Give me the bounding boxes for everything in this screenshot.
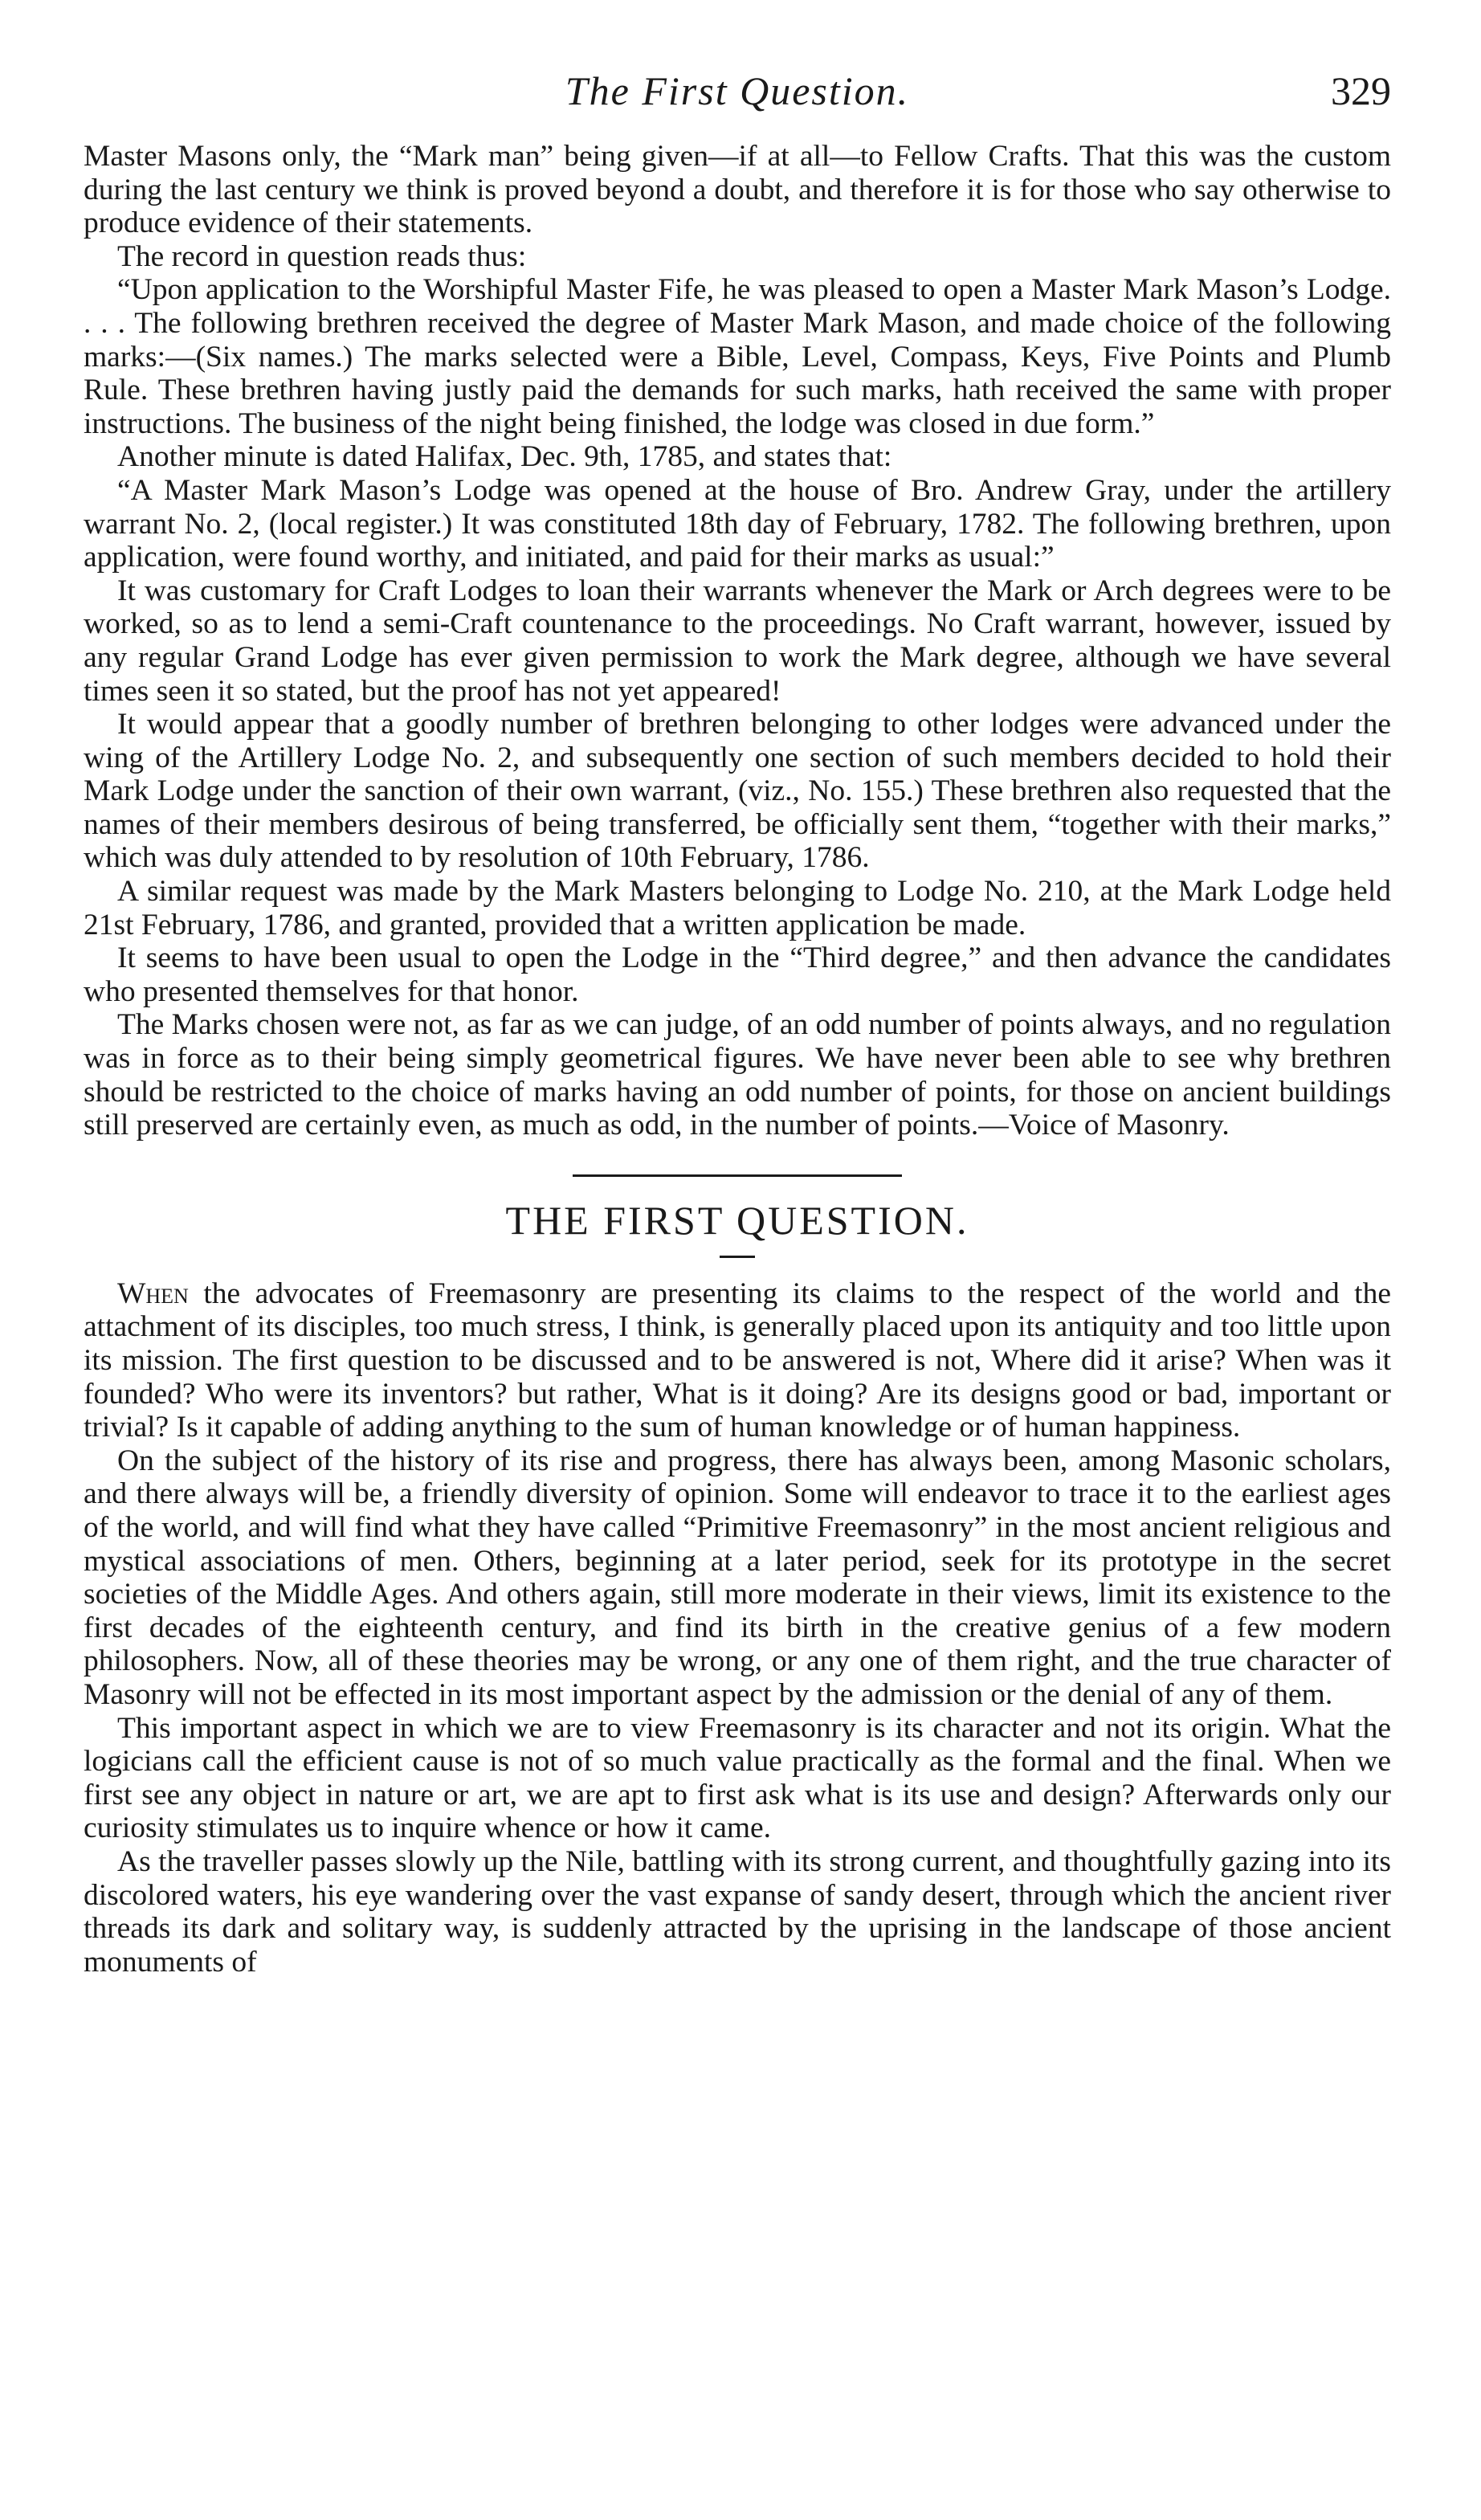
paragraph: Another minute is dated Halifax, Dec. 9th, 1785, and states that:	[117, 440, 892, 474]
opening-paragraph-text: the advocates of Freemasonry are presenting its claims to the respect of the world and the attachment of its disciples, too much stress, I think, is generally placed upon its antiquity and too little upon its mission. The first question to be discussed and to be answered is not, Where did it arise? When was it founded? Who were its inventors? but rather, What is it doing? Are its designs good or bad, important or trivial? Is it capable of adding anything to the sum of human knowledge or of human happiness.	[84, 1276, 1391, 1444]
article-mark-masons	[84, 140, 1391, 1142]
heading-underline	[720, 1256, 755, 1258]
paragraph: On the subject of the history of its rise and progress, there has always been, among Masonic scholars, and there always will be, a friendly diversity of opinion. Some will endeavor to trace it to the earliest ages of the world, and will find what they have called “Primitive Freemasonry” in the most ancient religious and mystical associations of men. Others, beginning at a later period, seek for its prototype in the secret societies of the Middle Ages. And others again, still more moderate in their views, limit its existence to the first decades of the eighteenth century, and find its birth in the creative genius of a few modern philosophers. Now, all of these theories may be wrong, or any one of them right, and the true character of Masonry will not be effected in its most important aspect by the admission or the denial of any of them.	[84, 1444, 1391, 1711]
opening-paragraph	[84, 1277, 1391, 1444]
paragraph: A similar request was made by the Mark Masters belonging to Lodge No. 210, at the Mark Lodge held 21st February, 1786, and granted, provided that a written application be made.	[84, 875, 1391, 941]
running-title: The First Question.	[565, 68, 910, 113]
quoted-record: “Upon application to the Worshipful Master Fife, he was pleased to open a Master Mark Mason’s Lodge. . . . The following brethren received the degree of Master Mark Mason, and made choice of the following marks:—(Six names.) The marks selected were a Bible, Level, Compass, Keys, Five Points and Plumb Rule. These brethren having justly paid the demands for such marks, hath received the same with proper instructions. The business of the night being finished, the lodge was closed in due form.”	[84, 273, 1391, 440]
paragraph: As the traveller passes slowly up the Nile, battling with its strong current, and thoughtfully gazing into its discolored waters, his eye wandering over the vast expanse of sandy desert, through which the ancient river threads its dark and solitary way, is suddenly attracted by the uprising in the landscape of those ancient monuments of	[84, 1844, 1391, 1979]
page-number: 329	[1331, 68, 1391, 113]
paragraph: The record in question reads thus:	[117, 239, 527, 273]
paragraph: It was customary for Craft Lodges to loan their warrants whenever the Mark or Arch degrees were to be worked, so as to lend a semi-Craft countenance to the proceedings. No Craft warrant, however, issued by any regular Grand Lodge has ever given permission to work the Mark degree, although we have several times seen it so stated, but the proof has not yet appeared!	[84, 574, 1391, 708]
paragraph: Master Masons only, the “Mark man” being given—if at all—to Fellow Crafts. That this was the custom during the last century we think is proved beyond a doubt, and therefore it is for those who say otherwise to produce evidence of their statements.	[84, 140, 1391, 240]
paragraph: It seems to have been usual to open the Lodge in the “Third degree,” and then advance the candidates who presented themselves for that honor.	[84, 941, 1391, 1008]
article-first-question	[84, 1277, 1391, 1979]
paragraph: This important aspect in which we are to view Freemasonry is its character and not its origin. What the logicians call the efficient cause is not of so much value practically as the formal and the final. When we first see any object in nature or art, we are apt to first ask what is its use and design? Afterwards only our curiosity stimulates us to inquire whence or how it came.	[84, 1711, 1391, 1845]
running-head	[84, 67, 1391, 140]
opening-word: When	[117, 1276, 189, 1310]
paragraph: It would appear that a goodly number of brethren belonging to other lodges were advanced under the wing of the Artillery Lodge No. 2, and subsequently one section of such members decided to hold their Mark Lodge under the sanction of their own warrant, (viz., No. 155.) These brethren also requested that the names of their members desirous of being transferred, be officially sent them, “together with their marks,” which was duly attended to by resolution of 10th February, 1786.	[84, 708, 1391, 875]
article-heading: THE FIRST QUESTION.	[505, 1197, 969, 1243]
book-page	[84, 67, 1391, 1979]
paragraph: The Marks chosen were not, as far as we can judge, of an odd number of points always, and no regulation was in force as to their being simply geometrical figures. We have never been able to see why brethren should be restricted to the choice of marks having an odd number of points, for those on ancient buildings still preserved are certainly even, as much as odd, in the number of points.—Voice of Masonry.	[84, 1008, 1391, 1142]
section-divider	[573, 1174, 902, 1177]
quoted-minute: “A Master Mark Mason’s Lodge was opened at the house of Bro. Andrew Gray, under the artillery warrant No. 2, (local register.) It was constituted 18th day of February, 1782. The following brethren, upon application, were found worthy, and initiated, and paid for their marks as usual:”	[84, 473, 1391, 574]
